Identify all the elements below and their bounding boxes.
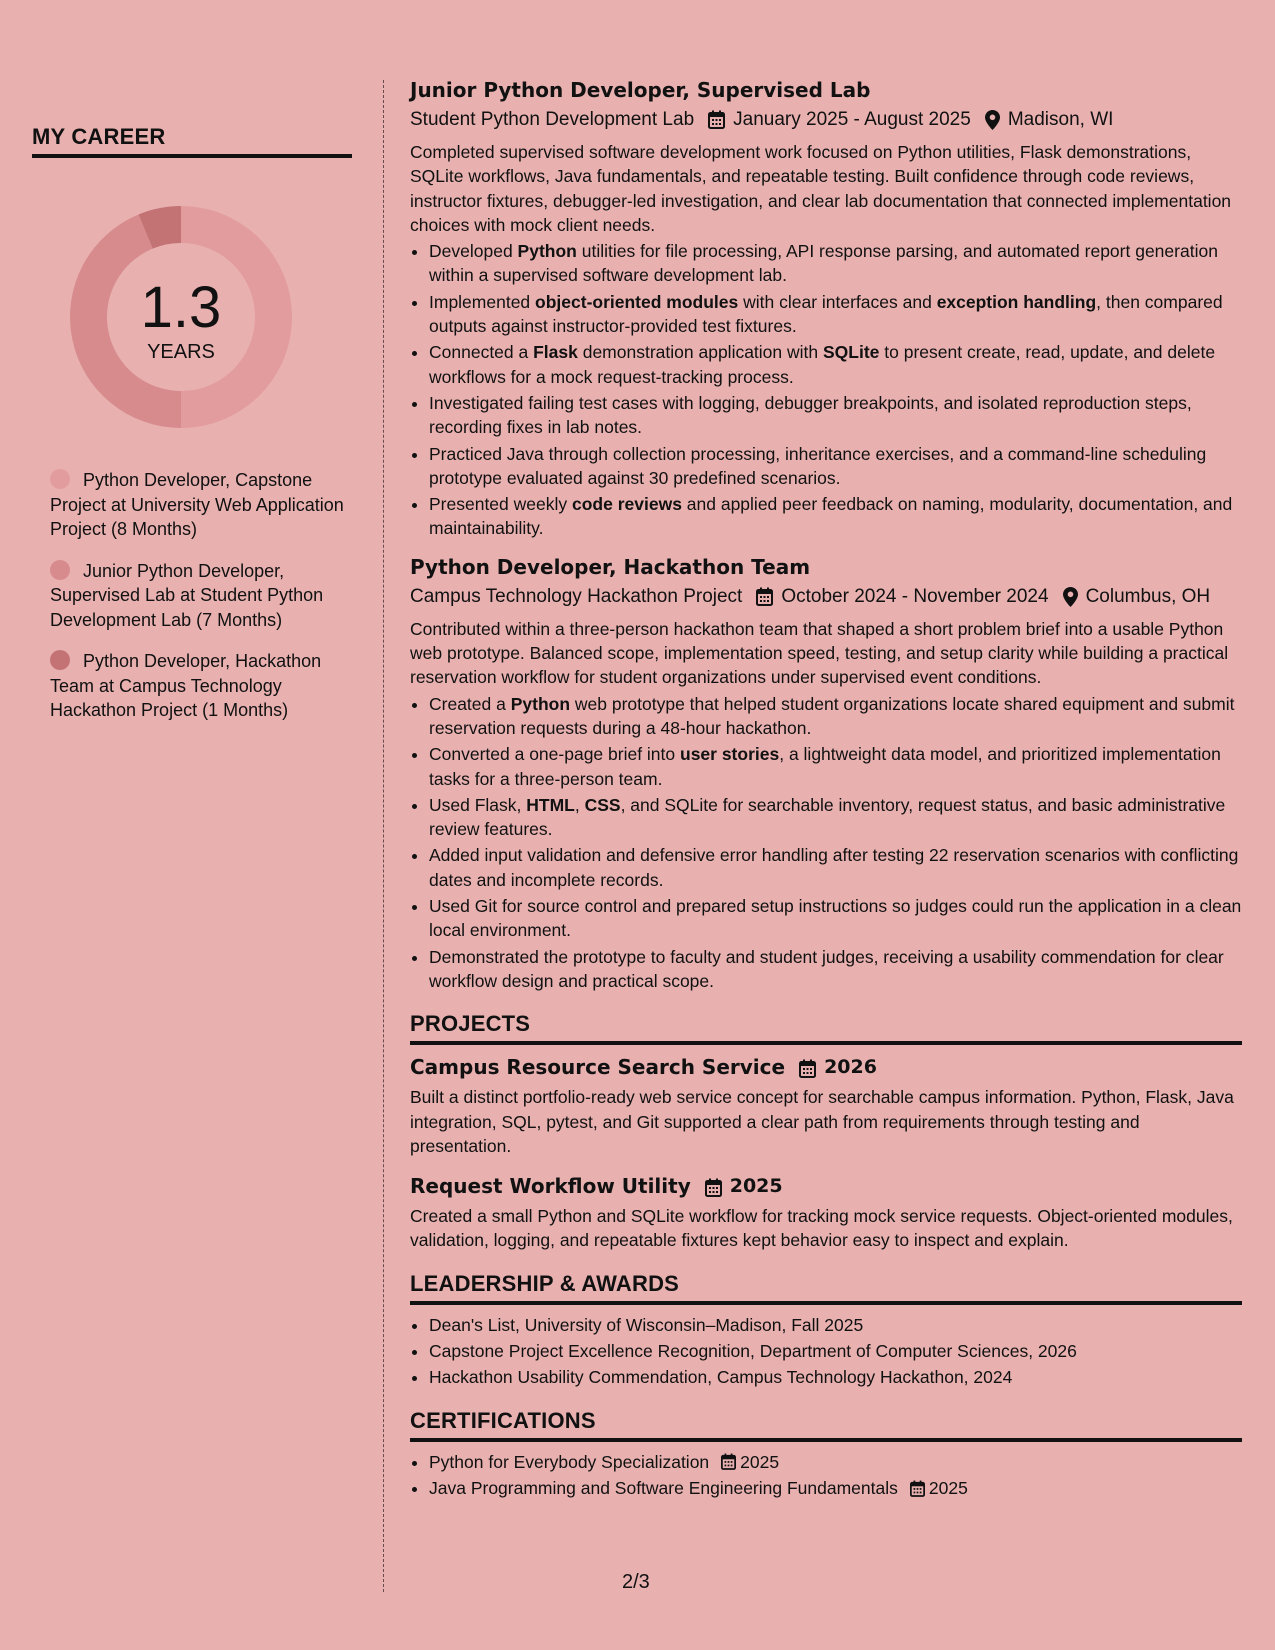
legend-dot xyxy=(50,560,70,580)
certifications-section xyxy=(410,1408,1242,1501)
job-bullet: • Converted a one-page brief into user stories, a lightweight data model, and prioritized implementation tasks for a three-person team. xyxy=(429,742,1242,791)
job-summary: Completed supervised software development work focused on Python utilities, Flask demonstrations, SQLite workflows, Java fundamentals, and repeatable testing. Built confidence through code reviews, instructor fixtures, debugger-led investigation, and clear lab documentation that connected implementation choices with mock client needs. xyxy=(410,142,1232,235)
job-location-wrap xyxy=(971,108,1114,132)
projects-heading: PROJECTS xyxy=(410,1011,1242,1045)
job-dates-wrap xyxy=(742,585,1048,609)
legend-item xyxy=(50,468,352,542)
leadership-heading: LEADERSHIP & AWARDS xyxy=(410,1271,1242,1305)
job-bullet: • Used Flask, HTML, CSS, and SQLite for searchable inventory, request status, and basic administrative review features. xyxy=(429,793,1242,842)
leadership-section xyxy=(410,1271,1242,1390)
leadership-item: • Hackathon Usability Commendation, Campus Technology Hackathon, 2024 xyxy=(429,1365,1242,1389)
calendar-icon xyxy=(705,1178,722,1197)
certification-year: 2025 xyxy=(740,1451,780,1472)
map-pin-icon xyxy=(985,110,1000,130)
column-divider xyxy=(383,80,384,1592)
certification-item xyxy=(429,1476,1242,1500)
career-heading: MY CAREER xyxy=(32,124,352,158)
certification-year: 2025 xyxy=(928,1477,968,1498)
calendar-icon xyxy=(708,110,725,129)
job-bullet: • Presented weekly code reviews and applied peer feedback on naming, modularity, documentation, and maintainability. xyxy=(429,492,1242,541)
job-bullet: • Connected a Flask demonstration application with SQLite to present create, read, update, and delete workflows for a mock request-tracking process. xyxy=(429,340,1242,389)
legend-label: Python Developer, Capstone Project at University Web Application Project (8 Months) xyxy=(50,470,344,539)
total-years-value: 1.3 xyxy=(140,274,222,340)
projects-section xyxy=(410,1011,1242,1252)
main-content xyxy=(410,78,1242,1502)
certification-name: • Python for Everybody Specialization xyxy=(429,1451,710,1472)
project-description: Built a distinct portfolio-ready web service concept for searchable campus information. Python, Flask, Java integration, SQL, pytest, and Git supported a clear path from requirements through testing and presentation. xyxy=(410,1087,1234,1156)
career-legend xyxy=(32,468,352,723)
leadership-item: • Capstone Project Excellence Recognition, Department of Computer Sciences, 2026 xyxy=(429,1339,1242,1363)
project-year: 2026 xyxy=(824,1056,877,1079)
job-bullet: • Demonstrated the prototype to faculty and student judges, receiving a usability commendation for clear workflow design and practical scope. xyxy=(429,945,1242,994)
job-title: Python Developer, Hackathon Team xyxy=(410,554,811,579)
job-meta xyxy=(410,585,1242,609)
certifications-list xyxy=(410,1450,1242,1501)
calendar-icon xyxy=(756,587,773,606)
certifications-heading: CERTIFICATIONS xyxy=(410,1408,1242,1442)
project-entry xyxy=(410,1055,1242,1158)
project-header xyxy=(410,1174,1242,1198)
certification-item xyxy=(429,1450,1242,1474)
project-year: 2025 xyxy=(729,1175,783,1198)
job-entry xyxy=(410,78,1242,541)
legend-item xyxy=(50,559,352,633)
job-bullets xyxy=(410,692,1242,994)
job-bullet: • Added input validation and defensive error handling after testing 22 reservation scenarios with conflicting dates and incomplete records. xyxy=(429,843,1242,892)
job-bullet: • Created a Python web prototype that helped student organizations locate shared equipment and submit reservation requests during a 48-hour hackathon. xyxy=(429,692,1242,741)
job-bullet: • Implemented object-oriented modules with clear interfaces and exception handling, then compared outputs against instructor-provided test fixtures. xyxy=(429,290,1242,339)
job-location-wrap xyxy=(1049,585,1216,609)
legend-label: Junior Python Developer, Supervised Lab at Student Python Development Lab (7 Months) xyxy=(50,560,324,630)
job-entry xyxy=(410,555,1242,993)
job-bullet: • Practiced Java through collection processing, inheritance exercises, and a command-line scheduling prototype evaluated against 30 predefined scenarios. xyxy=(429,442,1242,491)
legend-item xyxy=(50,649,352,723)
total-years-unit: YEARS xyxy=(147,340,215,363)
career-sidebar xyxy=(32,124,352,740)
job-dates: October 2024 - November 2024 xyxy=(781,585,1049,607)
job-dates-wrap xyxy=(694,108,971,132)
donut-center xyxy=(66,202,296,432)
legend-label: Python Developer, Hackathon Team at Campus Technology Hackathon Project (1 Months) xyxy=(50,651,322,720)
certification-name: • Java Programming and Software Engineering Fundamentals xyxy=(429,1477,898,1498)
leadership-list xyxy=(410,1313,1242,1390)
page-number: 2/3 xyxy=(622,1571,650,1593)
job-location: Madison, WI xyxy=(1007,109,1114,130)
job-bullet: • Developed Python utilities for file processing, API response parsing, and automated report generation within a supervised software development lab. xyxy=(429,239,1242,288)
job-company: Student Python Development Lab xyxy=(410,109,695,130)
job-title: Junior Python Developer, Supervised Lab xyxy=(410,78,871,102)
project-title: Request Workflow Utility xyxy=(410,1174,691,1199)
legend-dot xyxy=(50,469,70,489)
project-title: Campus Resource Search Service xyxy=(410,1055,786,1080)
calendar-icon xyxy=(799,1059,816,1078)
leadership-item: • Dean's List, University of Wisconsin–Madison, Fall 2025 xyxy=(429,1313,1242,1337)
job-bullet: • Investigated failing test cases with logging, debugger breakpoints, and isolated reproduction steps, recording fixes in lab notes. xyxy=(429,391,1242,440)
map-pin-icon xyxy=(1063,587,1078,607)
job-summary: Contributed within a three-person hackathon team that shaped a short problem brief into a usable Python web prototype. Balanced scope, implementation speed, testing, and setup clarity while building a practical reservation workflow for student organizations under supervised event conditions. xyxy=(410,618,1229,688)
calendar-icon xyxy=(910,1480,925,1497)
job-company: Campus Technology Hackathon Project xyxy=(410,585,743,607)
job-location: Columbus, OH xyxy=(1085,585,1211,607)
job-meta xyxy=(410,108,1242,132)
calendar-icon xyxy=(721,1453,736,1470)
project-description: Created a small Python and SQLite workflow for tracking mock service requests. Object-oriented modules, validation, logging, and repeatable fixtures kept behavior easy to inspect and explain. xyxy=(410,1206,1233,1251)
legend-dot xyxy=(50,650,70,670)
career-donut-chart xyxy=(66,202,296,432)
job-dates: January 2025 - August 2025 xyxy=(733,109,971,130)
job-bullets xyxy=(410,239,1242,541)
job-bullet: • Used Git for source control and prepared setup instructions so judges could run the application in a clean local environment. xyxy=(429,894,1242,943)
project-entry xyxy=(410,1174,1242,1253)
project-header xyxy=(410,1055,1242,1079)
